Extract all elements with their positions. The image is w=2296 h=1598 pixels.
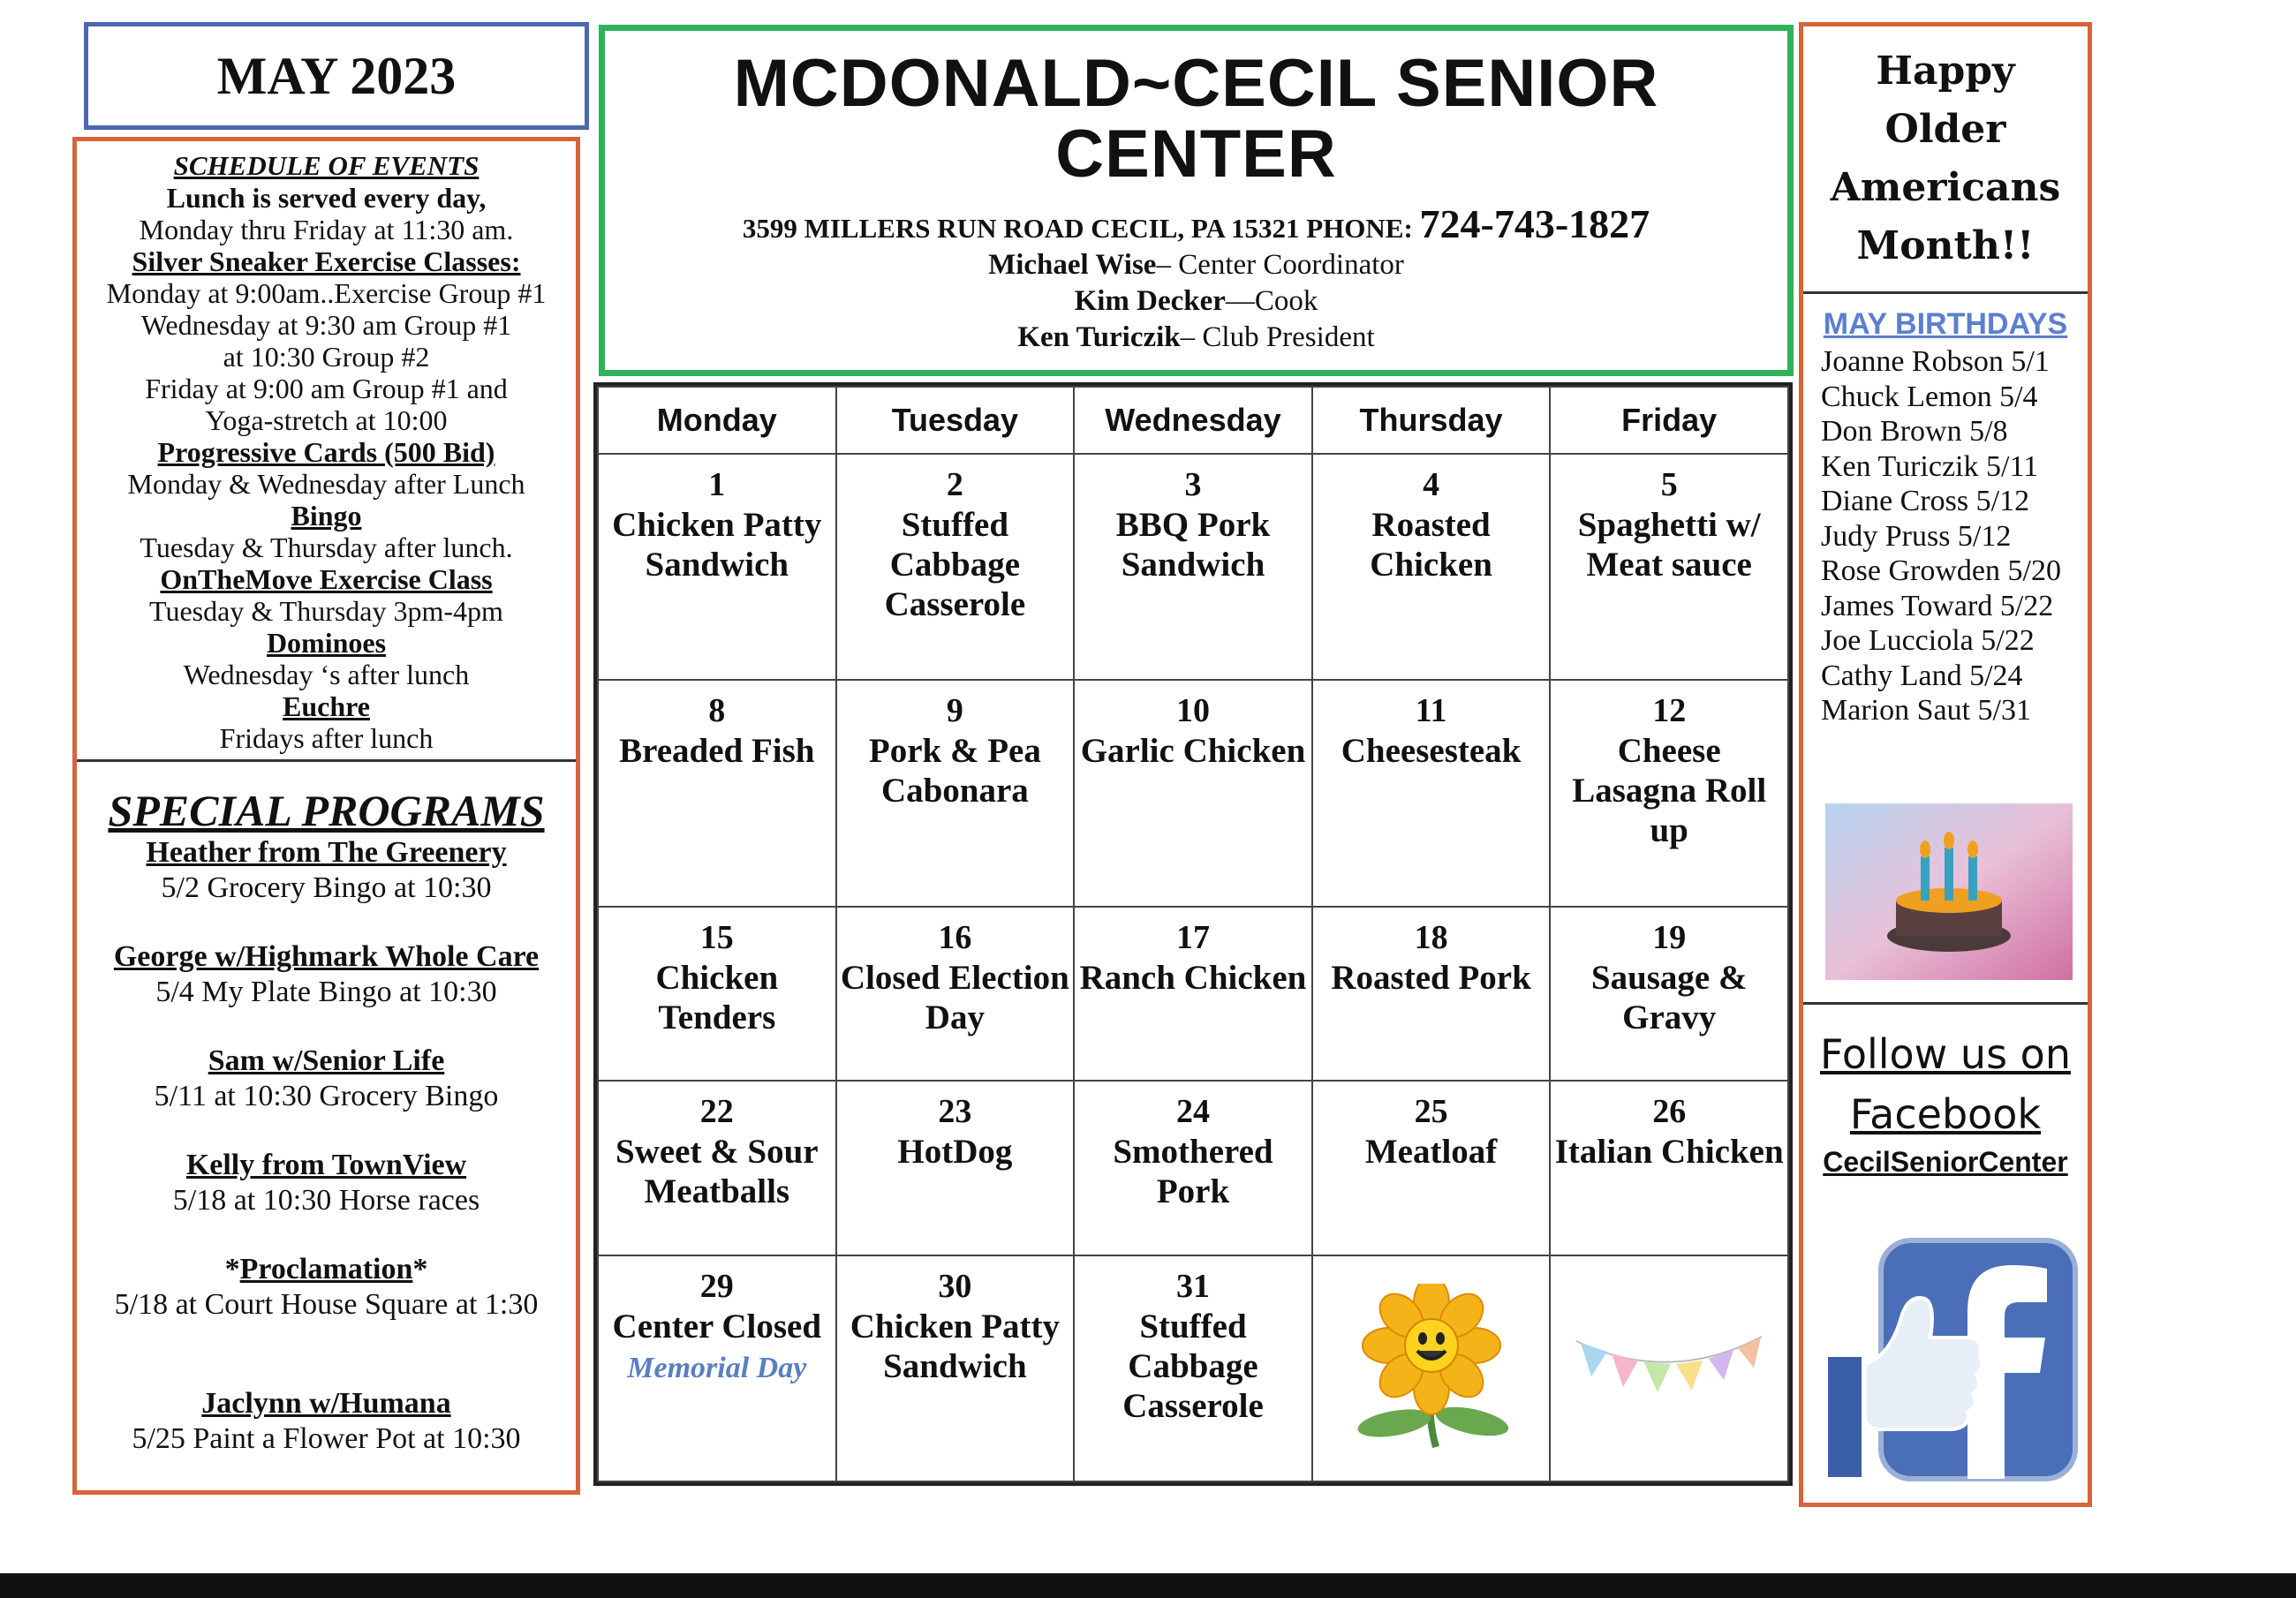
calendar-day: 10 Garlic Chicken	[1074, 680, 1312, 906]
program-detail: 5/18 at 10:30 Horse races	[172, 1184, 480, 1217]
birthday-item: Joe Lucciola 5/22	[1821, 624, 2035, 657]
calendar-day: 15 Chicken Tenders	[598, 907, 836, 1081]
right-column	[1799, 22, 2092, 1507]
birthday-item: Marion Saut 5/31	[1821, 694, 2031, 727]
calendar-day: 19 Sausage & Gravy	[1550, 907, 1788, 1081]
silver-line: Monday at 9:00am..Exercise Group #1	[106, 277, 547, 309]
calendar-week	[598, 680, 1788, 906]
follow-us-text	[1803, 1024, 2088, 1144]
lunch-calendar	[593, 382, 1793, 1486]
calendar-day: 31 Stuffed Cabbage Casserole	[1074, 1255, 1312, 1482]
silver-line: at 10:30 Group #2	[223, 341, 430, 373]
staff-line: Ken Turiczik– Club President	[1017, 321, 1375, 353]
birthday-item: Diane Cross 5/12	[1821, 485, 2030, 517]
schedule-title: SCHEDULE OF EVENTS	[173, 150, 480, 181]
older-americans-banner	[1803, 42, 2088, 275]
program-host-proclamation: *Proclamation*	[224, 1253, 428, 1285]
birthday-item: Judy Pruss 5/12	[1821, 519, 2012, 553]
program-detail: 5/2 Grocery Bingo at 10:30	[161, 871, 492, 904]
calendar-week	[598, 454, 1788, 680]
bingo-line: Tuesday & Thursday after lunch.	[140, 531, 513, 563]
lunch-line-2: Monday thru Friday at 11:30 am.	[139, 214, 514, 245]
calendar-day: 11 Cheesesteak	[1312, 680, 1551, 906]
staff-line: Michael Wise– Center Coordinator	[988, 249, 1404, 281]
calendar-day: 30 Chicken Patty Sandwich	[836, 1255, 1075, 1482]
center-address	[605, 200, 1787, 247]
calendar-day: 8 Breaded Fish	[598, 680, 836, 906]
move-line: Tuesday & Thursday 3pm-4pm	[149, 595, 503, 627]
calendar-day: 18 Roasted Pork	[1312, 907, 1551, 1081]
month-title-box	[84, 22, 589, 130]
day-header: Monday	[598, 387, 836, 454]
cards-title: Progressive Cards (500 Bid)	[157, 436, 495, 468]
silver-line: Friday at 9:00 am Group #1 and	[145, 373, 508, 404]
calendar-day: 22 Sweet & Sour Meatballs	[598, 1081, 836, 1255]
calendar-day: 5 Spaghetti w/ Meat sauce	[1550, 454, 1788, 680]
center-name	[605, 46, 1787, 192]
birthday-cake-icon	[1825, 803, 2073, 980]
program-detail: 5/18 at Court House Square at 1:30	[114, 1288, 539, 1321]
calendar-day: 25 Meatloaf	[1312, 1081, 1551, 1255]
birthday-item: Rose Growden 5/20	[1821, 554, 2061, 587]
bingo-title: Bingo	[291, 500, 362, 531]
euchre-line: Fridays after lunch	[219, 722, 434, 754]
birthday-item: Cathy Land 5/24	[1821, 659, 2023, 692]
sunflower-icon	[1325, 1284, 1537, 1451]
programs-title: SPECIAL PROGRAMS	[108, 786, 545, 835]
birthday-item: James Toward 5/22	[1821, 589, 2054, 622]
calendar-day: 17 Ranch Chicken	[1074, 907, 1312, 1081]
program-host: Heather from The Greenery	[146, 836, 507, 869]
calendar-week	[598, 907, 1788, 1081]
lunch-line-1: Lunch is served every day,	[166, 182, 487, 214]
follow-line-2: Facebook	[1849, 1090, 2042, 1138]
calendar-week	[598, 1081, 1788, 1255]
calendar-day: 9 Pork & Pea Cabonara	[836, 680, 1075, 906]
banner-line: Americans	[1830, 165, 2061, 210]
calendar-day: 23 HotDog	[836, 1081, 1075, 1255]
cards-line: Monday & Wednesday after Lunch	[127, 468, 525, 500]
bunting-icon	[1572, 1323, 1766, 1403]
dominoes-title: Dominoes	[266, 627, 387, 659]
birthday-list	[1821, 344, 2061, 728]
follow-line-1: Follow us on	[1820, 1030, 2071, 1078]
birthday-item: Joanne Robson 5/1	[1821, 345, 2050, 378]
day-header: Friday	[1550, 387, 1788, 454]
left-column	[72, 137, 580, 1495]
memorial-day-note: Memorial Day	[627, 1351, 807, 1384]
day-header: Tuesday	[836, 387, 1075, 454]
birthday-item: Ken Turiczik 5/11	[1821, 449, 2039, 483]
program-detail: 5/25 Paint a Flower Pot at 10:30	[132, 1422, 521, 1455]
calendar-day-sunflower	[1312, 1255, 1551, 1482]
birthday-item: Don Brown 5/8	[1821, 415, 2008, 448]
program-host: George w/Highmark Whole Care	[113, 940, 540, 973]
banner-line: Month!!	[1856, 223, 2035, 268]
address-text: 3599 MILLERS RUN ROAD CECIL, PA 15321 PHONE:	[742, 213, 1420, 244]
calendar-day: 26 Italian Chicken	[1550, 1081, 1788, 1255]
silver-sneaker-title: Silver Sneaker Exercise Classes:	[132, 245, 521, 277]
calendar-table	[597, 386, 1789, 1482]
center-name-line-1: MCDONALD~CECIL SENIOR	[733, 46, 1659, 121]
program-detail: 5/11 at 10:30 Grocery Bingo	[154, 1080, 499, 1112]
month-title: MAY 2023	[216, 47, 457, 105]
staff-line: Kim Decker—Cook	[1074, 285, 1318, 317]
birthday-item: Chuck Lemon 5/4	[1821, 380, 2038, 413]
banner-line: Older	[1884, 107, 2006, 152]
program-detail: 5/4 My Plate Bingo at 10:30	[155, 976, 497, 1008]
calendar-week	[598, 1255, 1788, 1482]
center-name-line-2: CENTER	[1055, 117, 1337, 192]
center-header	[599, 25, 1794, 376]
right-divider	[1803, 291, 2088, 294]
calendar-day: 12 Cheese Lasagna Roll up	[1550, 680, 1788, 906]
program-host: Sam w/Senior Life	[208, 1044, 445, 1077]
calendar-day: 2 Stuffed Cabbage Casserole	[836, 454, 1075, 680]
staff-list	[605, 247, 1787, 356]
calendar-day: 3 BBQ Pork Sandwich	[1074, 454, 1312, 680]
silver-line: Yoga-stretch at 10:00	[205, 404, 448, 436]
phone-number: 724-743-1827	[1419, 201, 1650, 246]
day-header: Wednesday	[1074, 387, 1312, 454]
calendar-day: 24 Smothered Pork	[1074, 1081, 1312, 1255]
calendar-day-bunting	[1550, 1255, 1788, 1482]
bottom-bar	[0, 1573, 2296, 1598]
banner-line: Happy	[1876, 49, 2015, 94]
special-programs	[77, 786, 576, 1457]
calendar-day: 16 Closed Election Day	[836, 907, 1075, 1081]
birthdays-title: MAY BIRTHDAYS	[1823, 307, 2068, 341]
calendar-day: 29 Center Closed Memorial Day	[598, 1255, 836, 1482]
left-divider	[77, 759, 576, 762]
facebook-handle: CecilSeniorCenter	[1823, 1146, 2068, 1178]
move-title: OnTheMove Exercise Class	[160, 563, 493, 595]
calendar-header-row	[598, 387, 1788, 454]
dominoes-line: Wednesday ‘s after lunch	[183, 659, 470, 690]
euchre-title: Euchre	[283, 690, 370, 722]
facebook-like-icon	[1819, 1223, 2084, 1488]
schedule-of-events	[77, 150, 576, 754]
program-host: Kelly from TownView	[185, 1149, 467, 1181]
calendar-day: 1 Chicken Patty Sandwich	[598, 454, 836, 680]
right-divider	[1803, 1002, 2088, 1005]
program-host: Jaclynn w/Humana	[201, 1387, 451, 1420]
day-header: Thursday	[1312, 387, 1551, 454]
silver-line: Wednesday at 9:30 am Group #1	[140, 309, 512, 341]
calendar-day: 4 Roasted Chicken	[1312, 454, 1551, 680]
